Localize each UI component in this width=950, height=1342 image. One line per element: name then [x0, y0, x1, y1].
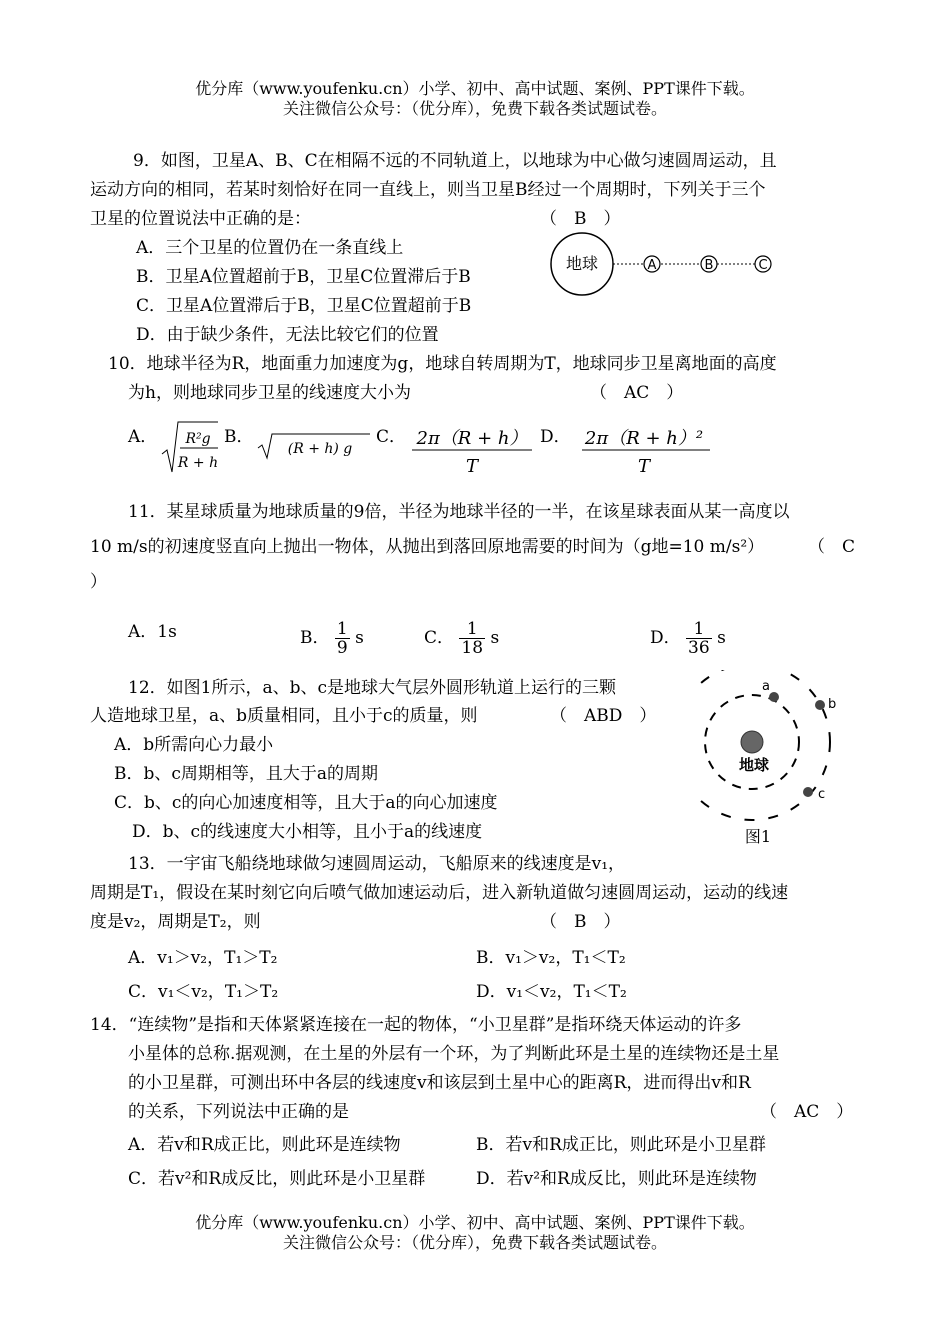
q9-satellite-diagram [548, 228, 788, 300]
footer-line-1: 优分库（www.youfenku.cn）小学、初中、高中试题、案例、PPT课件下载。 [195, 1213, 755, 1232]
q11-option-d: D． $\frac{1}{36}$ s [650, 619, 726, 658]
satellite-a [769, 692, 779, 702]
earth-label: 地球 [565, 254, 599, 273]
q13-line-1: 13．一宇宙飞船绕地球做匀速圆周运动，飞船原来的线速度是v₁， [128, 854, 626, 874]
satellite-c [803, 787, 813, 797]
header-line-1: 优分库（www.youfenku.cn）小学、初中、高中试题、案例、PPT课件下载。 [195, 79, 755, 98]
svg-text:T: T [637, 456, 651, 477]
q14-option-c: C．若v²和R成反比，则此环是小卫星群 [128, 1169, 426, 1189]
satellite-b [815, 700, 825, 710]
q10-answer: （ AC ） [590, 383, 684, 403]
q9-answer: （ B ） [540, 209, 621, 229]
q10-option-c-expr [410, 422, 536, 478]
svg-text:2π（R + h）: 2π（R + h） [416, 428, 528, 449]
q11-option-d-fraction: $\frac{1}{36}$ [688, 619, 710, 658]
q11-answer: （ C [808, 537, 856, 557]
satellite-b-label: b [828, 697, 837, 712]
q13-option-b: B．v₁＞v₂，T₁＜T₂ [476, 948, 626, 968]
satellite-c-label: c [818, 787, 826, 802]
q10-option-b-label: B． [224, 427, 254, 447]
q10-option-d-expr [580, 420, 714, 478]
q9-line-3: 卫星的位置说法中正确的是： [90, 209, 311, 229]
svg-text:R²g: R²g [185, 431, 211, 447]
q11-answer-close: ） [90, 572, 107, 592]
q11-option-a: A．1s [128, 622, 177, 642]
q12-option-b: B．b、c周期相等，且大于a的周期 [114, 764, 379, 784]
q14-line-3: 的小卫星群，可测出环中各层的线速度v和该层到土星中心的距离R，进而得出v和R [128, 1073, 751, 1093]
q14-line-2: 小星体的总称.据观测，在土星的外层有一个环，为了判断此环是土星的连续物还是土星 [128, 1044, 780, 1064]
q10-option-d-label: D． [540, 427, 571, 447]
svg-text:T: T [465, 456, 479, 477]
satellite-c-label: C [758, 258, 768, 273]
q11-line-2: 10 m/s的初速度竖直向上抛出一物体，从抛出到落回原地需要的时间为（g地=10 m/s²） [90, 537, 765, 557]
q10-option-a-label: A． [128, 427, 158, 447]
svg-text:R + h: R + h [177, 455, 219, 471]
q12-line-1: 12．如图1所示，a、b、c是地球大气层外圆形轨道上运行的三颗 [128, 678, 616, 698]
q10-option-c-label: C． [376, 427, 407, 447]
q13-option-c: C．v₁＜v₂，T₁＞T₂ [128, 982, 279, 1002]
earth-label: 地球 [738, 756, 770, 774]
q9-option-d: D．由于缺少条件，无法比较它们的位置 [136, 325, 439, 345]
q13-answer: （ B ） [540, 912, 621, 932]
q14-option-a: A．若v和R成正比，则此环是连续物 [128, 1135, 401, 1155]
earth-icon [741, 731, 763, 753]
satellite-a-label: a [762, 679, 770, 694]
q12-option-a: A．b所需向心力最小 [114, 735, 274, 755]
q11-line-1: 11．某星球质量为地球质量的9倍，半径为地球半径的一半，在该星球表面从某一高度以 [128, 502, 790, 522]
q11-option-c-fraction: $\frac{1}{18}$ [461, 619, 484, 658]
q10-option-b-expr [256, 430, 376, 462]
q14-option-b: B．若v和R成正比，则此环是小卫星群 [476, 1135, 766, 1155]
satellite-b-label: B [704, 258, 714, 273]
q9-option-b: B．卫星A位置超前于B，卫星C位置滞后于B [136, 267, 471, 287]
q10-option-a-expr [160, 418, 222, 476]
footer-line-2: 关注微信公众号：（优分库），免费下载各类试题试卷。 [282, 1233, 667, 1252]
q12-line-2: 人造地球卫星，a、b质量相同，且小于c的质量，则 [90, 706, 478, 726]
svg-text:(R + h) g: (R + h) g [287, 441, 353, 457]
q13-line-2: 周期是T₁，假设在某时刻它向后喷气做加速运动后，进入新轨道做匀速圆周运动，运动的线速 [90, 883, 789, 903]
q14-line-1: 14．“连续物”是指和天体紧紧连接在一起的物体，“小卫星群”是指环绕天体运动的许多 [90, 1015, 742, 1035]
q9-line-2: 运动方向的相同，若某时刻恰好在同一直线上，则当卫星B经过一个周期时，下列关于三个 [90, 180, 766, 200]
q12-option-d: D．b、c的线速度大小相等，且小于a的线速度 [132, 822, 483, 842]
satellite-a-label: A [647, 258, 657, 273]
q14-option-d: D．若v²和R成反比，则此环是连续物 [476, 1169, 757, 1189]
q9-line-1: 9．如图，卫星A、B、C在相隔不远的不同轨道上，以地球为中心做匀速圆周运动，且 [133, 151, 777, 171]
svg-text:2π（R + h）²: 2π（R + h）² [584, 428, 704, 449]
q13-line-3: 度是v₂，周期是T₂，则 [90, 912, 261, 932]
q12-option-c: C．b、c的向心加速度相等，且大于a的向心加速度 [114, 793, 498, 813]
q12-orbit-diagram [700, 670, 850, 850]
figure-caption: 图1 [744, 827, 772, 846]
q9-option-a: A．三个卫星的位置仍在一条直线上 [136, 238, 404, 258]
q10-line-1: 10．地球半径为R，地面重力加速度为g，地球自转周期为T，地球同步卫星离地面的高度 [108, 354, 777, 374]
q13-option-a: A．v₁＞v₂，T₁＞T₂ [128, 948, 278, 968]
q14-line-4: 的关系，下列说法中正确的是 [128, 1102, 349, 1122]
q11-option-b-fraction: $\frac{1}{9}$ [336, 619, 348, 658]
q9-option-c: C．卫星A位置滞后于B，卫星C位置超前于B [136, 296, 472, 316]
q14-answer: （ AC ） [760, 1102, 854, 1122]
header-line-2: 关注微信公众号：（优分库），免费下载各类试题试卷。 [282, 99, 667, 118]
q11-option-b: B． $\frac{1}{9}$ s [300, 619, 364, 658]
q12-answer: （ ABD ） [550, 706, 657, 726]
q10-line-2: 为h，则地球同步卫星的线速度大小为 [128, 383, 411, 403]
q11-option-c: C． $\frac{1}{18}$ s [424, 619, 500, 658]
q13-option-d: D．v₁＜v₂，T₁＜T₂ [476, 982, 627, 1002]
